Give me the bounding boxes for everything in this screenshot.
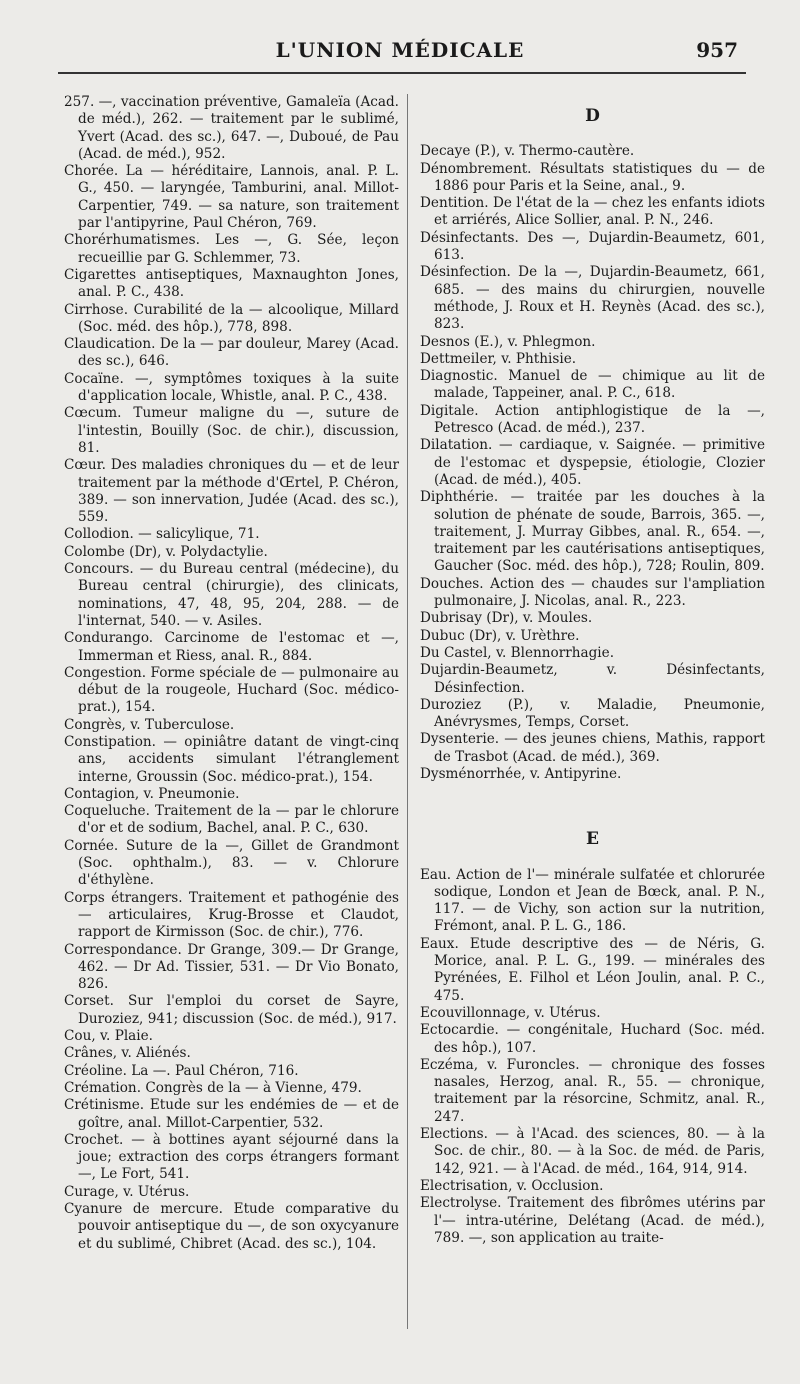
index-entry: Cocaïne. —, symptômes toxiques à la suite d'application locale, Whistle, anal. P. C., 438. bbox=[64, 370, 399, 405]
index-entry: Dubuc (Dr), v. Urèthre. bbox=[420, 627, 580, 644]
index-entry: Corset. Sur l'emploi du corset de Sayre, Duroziez, 941; discussion (Soc. de méd.), 917. bbox=[64, 993, 399, 1027]
index-entry: Cou, v. Plaie. bbox=[64, 1028, 154, 1045]
index-entry: Electrolyse. Traitement des fibrômes utérins par l'— intra-utérine, Delétang (Acad. de méd.), 789. —, son application au traite- bbox=[420, 1195, 765, 1246]
index-entry: Désinfectants. Des —, Dujardin-Beaumetz, 601, 613. bbox=[420, 229, 765, 264]
index-entry: Correspondance. Dr Grange, 309.— Dr Grange, 462. — Dr Ad. Tissier, 531. — Dr Vio Bonato, 826. bbox=[64, 941, 399, 993]
index-entry: Créoline. La —. Paul Chéron, 716. bbox=[64, 1062, 299, 1079]
index-entry: Chorée. La — héréditaire, Lannois, anal. P. L. G., 450. — laryngée, Tamburini, anal. Millot-Carpentier, 749. — sa nature, son traitement par l'antipyrine, Paul Chéron, 769. bbox=[64, 163, 399, 232]
index-entry: Digitale. Action antiphlogistique de la —, Petresco (Acad. de méd.), 237. bbox=[420, 402, 765, 437]
index-entry: Claudication. De la — par douleur, Marey (Acad. des sc.), 646. bbox=[64, 336, 399, 370]
index-entry: Condurango. Carcinome de l'estomac et —, Immerman et Riess, anal. R., 884. bbox=[64, 630, 399, 664]
section-letter-e: E bbox=[586, 829, 599, 850]
page-header bbox=[60, 34, 740, 74]
index-entry: Du Castel, v. Blennorrhagie. bbox=[420, 644, 615, 661]
index-entry: Désinfection. De la —, Dujardin-Beaumetz, 661, 685. — des mains du chirurgien, nouvelle méthode, J. Roux et H. Reynès (Acad. des sc.), 823. bbox=[420, 264, 765, 333]
left-column bbox=[64, 94, 399, 1253]
index-entry: Cœur. Des maladies chroniques du — et de leur traitement par la méthode d'Œrtel, P. Chéron, 389. — son innervation, Judée (Acad. des sc.), 559. bbox=[64, 457, 399, 526]
section-spacer bbox=[420, 783, 765, 817]
index-entry: Eczéma, v. Furoncles. — chronique des fosses nasales, Herzog, anal. R., 55. — chronique, traitement par la résorcine, Schmitz, anal. R., 247. bbox=[420, 1056, 765, 1125]
index-entry: Dysenterie. — des jeunes chiens, Mathis, rapport de Trasbot (Acad. de méd.), 369. bbox=[420, 731, 765, 765]
index-entry: Ecouvillonnage, v. Utérus. bbox=[420, 1004, 601, 1021]
right-column bbox=[420, 94, 765, 1247]
index-entry: Dysménorrhée, v. Antipyrine. bbox=[420, 765, 622, 782]
page-number: 957 bbox=[696, 38, 738, 62]
index-entry: Curage, v. Utérus. bbox=[64, 1183, 190, 1200]
index-entry: Dentition. De l'état de la — chez les enfants idiots et arriérés, Alice Sollier, anal. P. N., 246. bbox=[420, 195, 765, 229]
running-title: L'UNION MÉDICALE bbox=[275, 38, 525, 62]
index-entry: Cirrhose. Curabilité de la — alcoolique, Millard (Soc. méd. des hôp.), 778, 898. bbox=[64, 301, 399, 335]
index-entry: Crânes, v. Aliénés. bbox=[64, 1045, 191, 1062]
index-entry: Dénombrement. Résultats statistiques du — de 1886 pour Paris et la Seine, anal., 9. bbox=[420, 160, 765, 194]
index-entry: Cœcum. Tumeur maligne du —, suture de l'intestin, Bouilly (Soc. de chir.), discussion, 81. bbox=[64, 405, 399, 456]
index-entry: Dilatation. — cardiaque, v. Saignée. — primitive de l'estomac et dyspepsie, étiologie, Clozier (Acad. de méd.), 405. bbox=[420, 437, 765, 488]
index-entry: Concours. — du Bureau central (médecine), du Bureau central (chirurgie), des clinicats, nominations, 47, 48, 95, 204, 288. — de l'internat, 540. — v. Asiles. bbox=[64, 561, 399, 629]
index-entry: Eaux. Etude descriptive des — de Néris, G. Morice, anal. P. L. G., 199. — minérales des Pyrénées, E. Filhol et Léon Joulin, anal. P. C., 475. bbox=[420, 935, 765, 1004]
index-entry: Congrès, v. Tuberculose. bbox=[64, 716, 235, 733]
index-entry: Contagion, v. Pneumonie. bbox=[64, 785, 240, 802]
index-entry: Crochet. — à bottines ayant séjourné dans la joue; extraction des corps étrangers formant —, Le Fort, 541. bbox=[64, 1131, 399, 1183]
index-entry: Duroziez (P.), v. Maladie, Pneumonie, Anévrysmes, Temps, Corset. bbox=[420, 696, 765, 731]
index-entry: Diphthérie. — traitée par les douches à la solution de phénate de soude, Barrois, 365. —, traitement, J. Murray Gibbes, anal. R., 654. —, traitement par les cautérisations antiseptiques, Gaucher (Soc. méd. des hôp.), 728; Roulin, 809. bbox=[420, 489, 765, 575]
index-entry: Crétinisme. Etude sur les endémies de — et de goître, anal. Millot-Carpentier, 532. bbox=[64, 1097, 399, 1131]
index-entry: Eau. Action de l'— minérale sulfatée et chlorurée sodique, London et Jean de Bœck, anal. P. N., 117. — de Vichy, son action sur la nutrition, Frémont, anal. P. L. G., 186. bbox=[420, 866, 765, 935]
index-entry: Constipation. — opiniâtre datant de vingt-cinq ans, accidents simulant l'étranglement interne, Groussin (Soc. médico-prat.), 154. bbox=[64, 733, 399, 785]
index-entry: Electrisation, v. Occlusion. bbox=[420, 1177, 604, 1194]
index-entry: Cornée. Suture de la —, Gillet de Grandmont (Soc. ophthalm.), 83. — v. Chlorure d'éthylène. bbox=[64, 837, 399, 889]
index-entry: Cigarettes antiseptiques, Maxnaughton Jones, anal. P. C., 438. bbox=[64, 266, 399, 301]
index-entry: Crémation. Congrès de la — à Vienne, 479. bbox=[64, 1079, 362, 1096]
index-entry: Dettmeiler, v. Phthisie. bbox=[420, 350, 577, 367]
header-rule bbox=[58, 72, 746, 74]
index-entry: Cyanure de mercure. Etude comparative du pouvoir antiseptique du —, de son oxycyanure et du sublimé, Chibret (Acad. des sc.), 104. bbox=[64, 1201, 399, 1252]
index-entry: Dujardin-Beaumetz, v. Désinfectants, Désinfection. bbox=[420, 662, 765, 696]
d-entries bbox=[420, 143, 765, 783]
index-entry: Collodion. — salicylique, 71. bbox=[64, 526, 260, 543]
index-entry: Coqueluche. Traitement de la — par le chlorure d'or et de sodium, Bachel, anal. P. C., 630. bbox=[64, 803, 399, 837]
index-entry: Congestion. Forme spéciale de — pulmonaire au début de la rougeole, Huchard (Soc. médico-prat.), 154. bbox=[64, 664, 399, 716]
e-entries bbox=[420, 867, 765, 1248]
index-entry: Decaye (P.), v. Thermo-cautère. bbox=[420, 143, 635, 160]
index-entry: 257. —, vaccination préventive, Gamaleïa (Acad. de méd.), 262. — traitement par le sublimé, Yvert (Acad. des sc.), 647. —, Duboué, de Pau (Acad. de méd.), 952. bbox=[64, 94, 399, 162]
column-divider bbox=[407, 94, 408, 1329]
index-entry: Diagnostic. Manuel de — chimique au lit de malade, Tappeiner, anal. P. C., 618. bbox=[420, 368, 765, 402]
index-entry: Corps étrangers. Traitement et pathogénie des — articulaires, Krug-Brosse et Claudot, rapport de Kirmisson (Soc. de chir.), 776. bbox=[64, 889, 399, 941]
index-entry: Desnos (E.), v. Phlegmon. bbox=[420, 333, 596, 350]
index-entry: Chorérhumatismes. Les —, G. Sée, leçon recueillie par G. Schlemmer, 73. bbox=[64, 232, 399, 266]
index-entry: Douches. Action des — chaudes sur l'ampliation pulmonaire, J. Nicolas, anal. R., 223. bbox=[420, 575, 765, 610]
section-letter-d: D bbox=[585, 106, 600, 126]
index-entry: Elections. — à l'Acad. des sciences, 80. — à la Soc. de chir., 80. — à la Soc. de méd. de Paris, 142, 921. — à l'Acad. de méd., 164, 914, 914. bbox=[420, 1126, 765, 1177]
index-entry: Ectocardie. — congénitale, Huchard (Soc. méd. des hôp.), 107. bbox=[420, 1022, 765, 1056]
index-entry: Colombe (Dr), v. Polydactylie. bbox=[64, 543, 268, 560]
index-entry: Dubrisay (Dr), v. Moules. bbox=[420, 610, 593, 627]
